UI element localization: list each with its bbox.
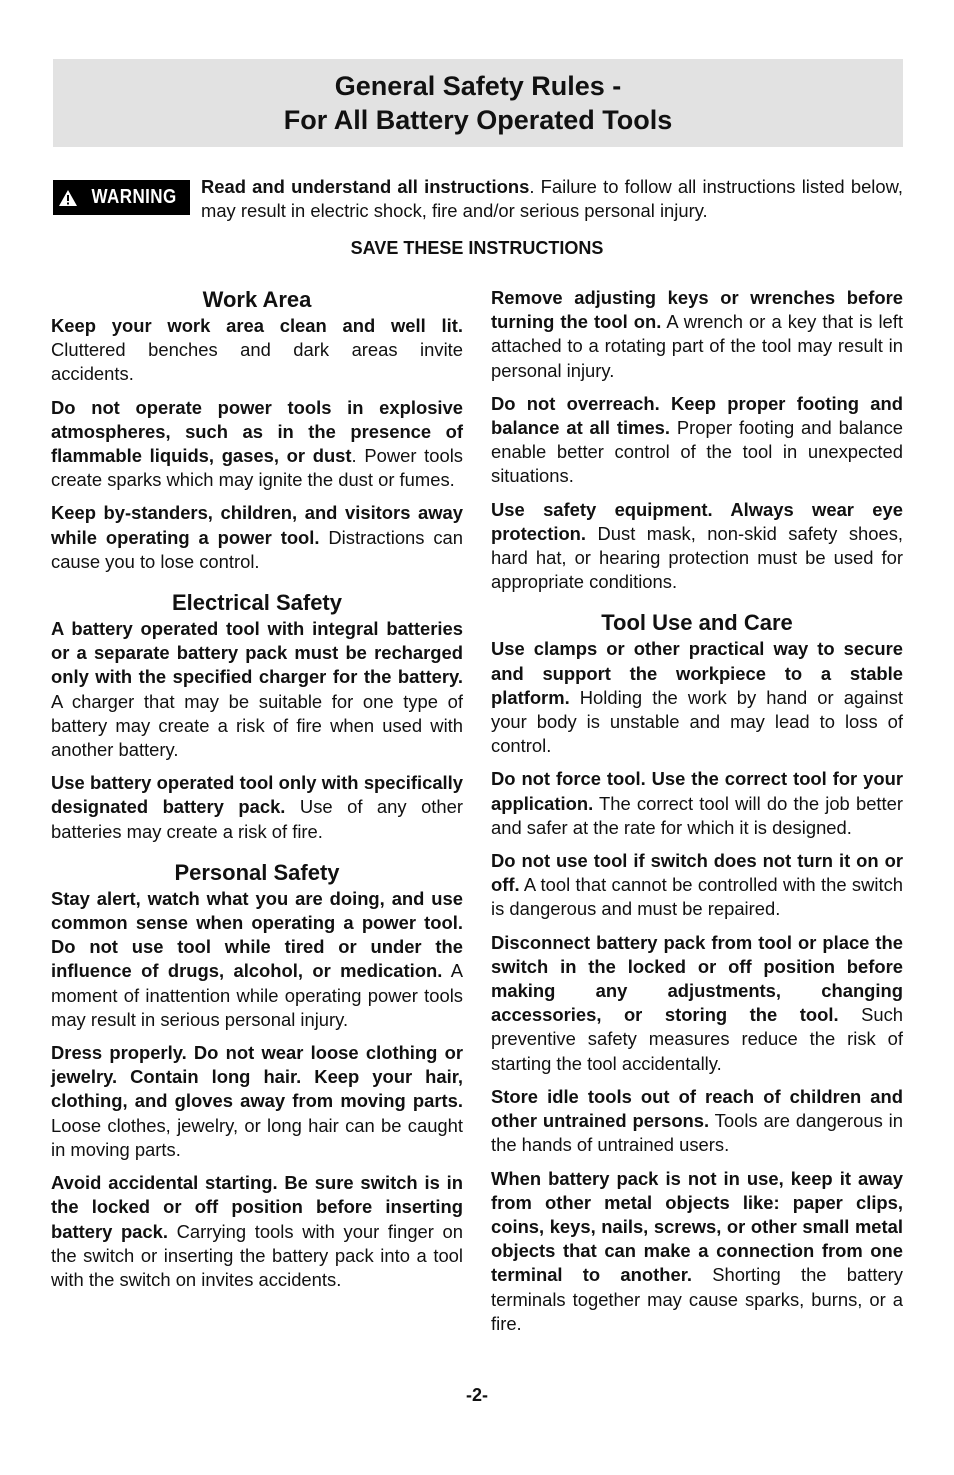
heading-work-area: Work Area [202, 287, 312, 312]
left-column [51, 286, 463, 1301]
paragraph: Use clamps or other practical way to secure and support the workpiece to a stable platform. Holding the work by hand or against your body is unstable and may lead to loss of control. [491, 638, 903, 757]
paragraph: Remove adjusting keys or wrenches before turning the tool on. A wrench or a key that is left attached to a rotating part of the tool may result in personal injury. [491, 287, 903, 381]
right-column [491, 286, 903, 1345]
page-number: -2- [466, 1385, 488, 1405]
paragraph: Do not force tool. Use the correct tool for your application. The correct tool will do the job better and safer at the rate for which it is designed. [491, 768, 903, 838]
paragraph: Store idle tools out of reach of children and other untrained persons. Tools are dangerous in the hands of untrained users. [491, 1085, 903, 1156]
paragraph: Keep your work area clean and well lit. Cluttered benches and dark areas invite accidents. [51, 315, 463, 385]
paragraph: Disconnect battery pack from tool or place the switch in the locked or off position before making any adjustments, changing accessories, or storing the tool. Such preventive safety measures reduce the risk of starting the tool accidentally. [491, 931, 904, 1074]
warning-lead: Read and understand all instructions [201, 176, 530, 197]
paragraph: Dress properly. Do not wear loose clothing or jewelry. Contain long hair. Keep your hair, clothing, and gloves away from moving parts. Loose clothes, jewelry, or long hair can be caught in moving parts. [51, 1042, 463, 1160]
heading-personal-safety: Personal Safety [174, 859, 340, 885]
title-banner [53, 59, 903, 147]
page-title-line1: General Safety Rules - [334, 71, 622, 101]
warning-triangle-icon [58, 189, 78, 207]
warning-body: . Failure to follow all instructions listed below, may result in electric shock, fire and/or serious personal injury. [201, 176, 903, 221]
warning-text [201, 175, 903, 223]
paragraph: A battery operated tool with integral batteries or a separate battery pack must be recharged only with the specified charger for the battery. A charger that may be suitable for one type of battery may create a risk of fire when used with another battery. [51, 618, 463, 761]
save-instructions: SAVE THESE INSTRUCTIONS [350, 238, 604, 258]
paragraph: Use safety equipment. Always wear eye protection. Dust mask, non-skid safety shoes, hard hat, or hearing protection must be used for appropriate conditions. [491, 498, 903, 593]
warning-badge [53, 180, 190, 215]
paragraph: Stay alert, watch what you are doing, and use common sense when operating a power tool. Do not use tool while tired or under the influence of drugs, alcohol, or medication. A moment of inattention while operating power tools may result in serious personal injury. [51, 887, 463, 1030]
paragraph: Avoid accidental starting. Be sure switch is in the locked or off position before inserting battery pack. Carrying tools with your finger on the switch or inserting the battery pack into a tool with the switch on invites accidents. [51, 1172, 463, 1290]
paragraph: Keep by-standers, children, and visitors away while operating a power tool. Distractions can cause you to lose control. [51, 502, 464, 572]
page-title-line2: For All Battery Operated Tools [283, 105, 673, 135]
paragraph: Do not use tool if switch does not turn it on or off. A tool that cannot be controlled with the switch is dangerous and must be repaired. [491, 850, 903, 920]
heading-electrical-safety: Electrical Safety [172, 590, 342, 616]
paragraph: When battery pack is not in use, keep it away from other metal objects like: paper clips, coins, keys, nails, screws, or other small metal objects that can make a connection from one terminal to another. Shorting the battery terminals together may cause sparks, burns, or a fire. [491, 1167, 903, 1334]
paragraph: Use battery operated tool only with specifically designated battery pack. Use of any other batteries may create a risk of fire. [51, 772, 463, 842]
warning-label: WARNING [91, 186, 178, 208]
paragraph: Do not overreach. Keep proper footing and balance at all times. Proper footing and balance enable better control of the tool in unexpected situations. [491, 392, 903, 487]
paragraph: Do not operate power tools in explosive atmospheres, such as in the presence of flammable liquids, gases, or dust. Power tools create sparks which may ignite the dust or fumes. [51, 396, 463, 491]
heading-tool-use-and-care: Tool Use and Care [601, 610, 793, 636]
